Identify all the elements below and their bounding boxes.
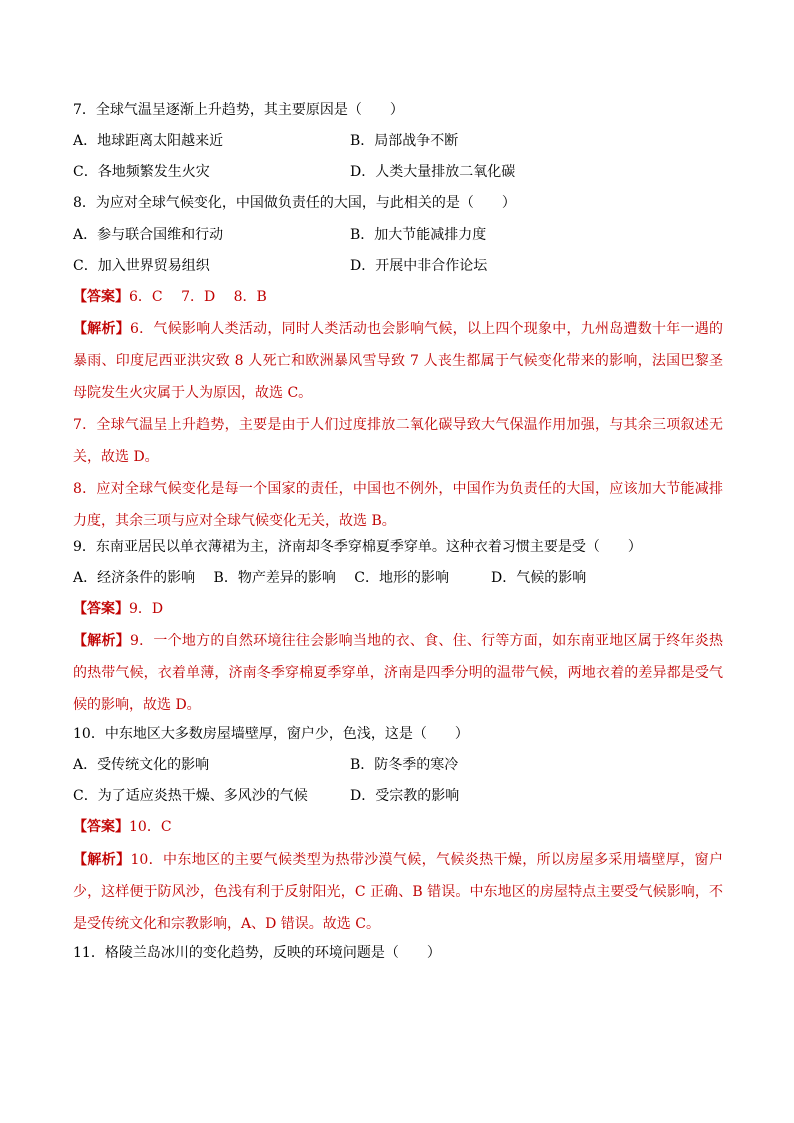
answer-text: 6．C 7．D 8．B [129, 289, 267, 305]
explanation-q7: 7．全球气温呈上升趋势，主要是由于人们过度排放二氧化碳导致大气保温作用加强，与其余三项叙述无关，故选 D。 [73, 417, 723, 465]
q8-option-b: B．加大节能减排力度 [350, 227, 487, 243]
answer-text: 9．D [129, 601, 164, 617]
explanation-q9 [73, 625, 723, 721]
q7-option-a: A．地球距离太阳越来近 [73, 133, 224, 149]
q10-option-a: A．受传统文化的影响 [73, 757, 210, 773]
q10-option-c: C．为了适应炎热干燥、多风沙的气候 [73, 788, 308, 804]
question-9-stem: 9．东南亚居民以单衣薄裙为主，济南却冬季穿棉夏季穿单。这种衣着习惯主要是受（ ） [73, 539, 642, 555]
explanation-text: 9．一个地方的自然环境往往会影响当地的衣、食、住、行等方面，如东南亚地区属于终年炎热的热带气候，衣着单薄，济南冬季穿棉夏季穿单，济南是四季分明的温带气候，两地衣着的差异都是受气候的影响，故选 D。 [73, 633, 724, 713]
explanation-text: 10．中东地区的主要气候类型为热带沙漠气候，气候炎热干燥，所以房屋多采用墙壁厚，窗户少，这样便于防风沙，色浅有利于反射阳光，C 正确、B 错误。中东地区的房屋特点主要受气候影响，不是受传统文化和宗教影响，A、D 错误。故选 C。 [73, 852, 724, 932]
explanation-text: 6．气候影响人类活动，同时人类活动也会影响气候，以上四个现象中，九州岛遭数十年一遇的暴雨、印度尼西亚洪灾致 8 人死亡和欧洲暴风雪导致 7 人丧生都属于气候变化带来的影响，法国巴黎圣母院发生火灾属于人为原因，故选 C。 [73, 321, 724, 401]
q8-option-d: D．开展中非合作论坛 [350, 258, 488, 274]
question-7-stem: 7．全球气温呈逐渐上升趋势，其主要原因是（ ） [73, 102, 404, 118]
answer-tag: 【答案】 [73, 601, 129, 617]
q7-option-b: B．局部战争不断 [350, 133, 459, 149]
answer-tag: 【答案】 [73, 289, 129, 305]
explanation-q6 [73, 313, 723, 409]
answer-block-1 [73, 288, 267, 306]
explanation-q8: 8．应对全球气候变化是每一个国家的责任，中国也不例外，中国作为负责任的大国，应该加大节能减排力度，其余三项与应对全球气候变化无关，故选 B。 [73, 481, 723, 529]
explanation-q10 [73, 844, 723, 940]
question-8-stem: 8．为应对全球气候变化，中国做负责任的大国，与此相关的是（ ） [73, 195, 516, 211]
answer-block-3 [73, 818, 172, 836]
answer-block-2 [73, 600, 163, 618]
explanation-tag: 【解析】 [73, 633, 130, 649]
answer-tag: 【答案】 [73, 819, 129, 835]
question-10-stem: 10．中东地区大多数房屋墙壁厚，窗户少，色浅，这是（ ） [73, 726, 469, 742]
q7-option-c: C．各地频繁发生火灾 [73, 164, 210, 180]
q9-options: A．经济条件的影响 B．物产差异的影响 C．地形的影响 D．气候的影响 [73, 570, 587, 586]
q10-option-d: D．受宗教的影响 [350, 788, 460, 804]
q8-option-c: C．加入世界贸易组织 [73, 258, 210, 274]
explanation-tag: 【解析】 [73, 852, 131, 868]
explanation-tag: 【解析】 [73, 321, 130, 337]
q10-option-b: B．防冬季的寒冷 [350, 757, 459, 773]
q7-option-d: D．人类大量排放二氧化碳 [350, 164, 516, 180]
answer-text: 10．C [129, 819, 172, 835]
q8-option-a: A．参与联合国维和行动 [73, 227, 224, 243]
question-11-stem: 11．格陵兰岛冰川的变化趋势，反映的环境问题是（ ） [73, 945, 441, 961]
